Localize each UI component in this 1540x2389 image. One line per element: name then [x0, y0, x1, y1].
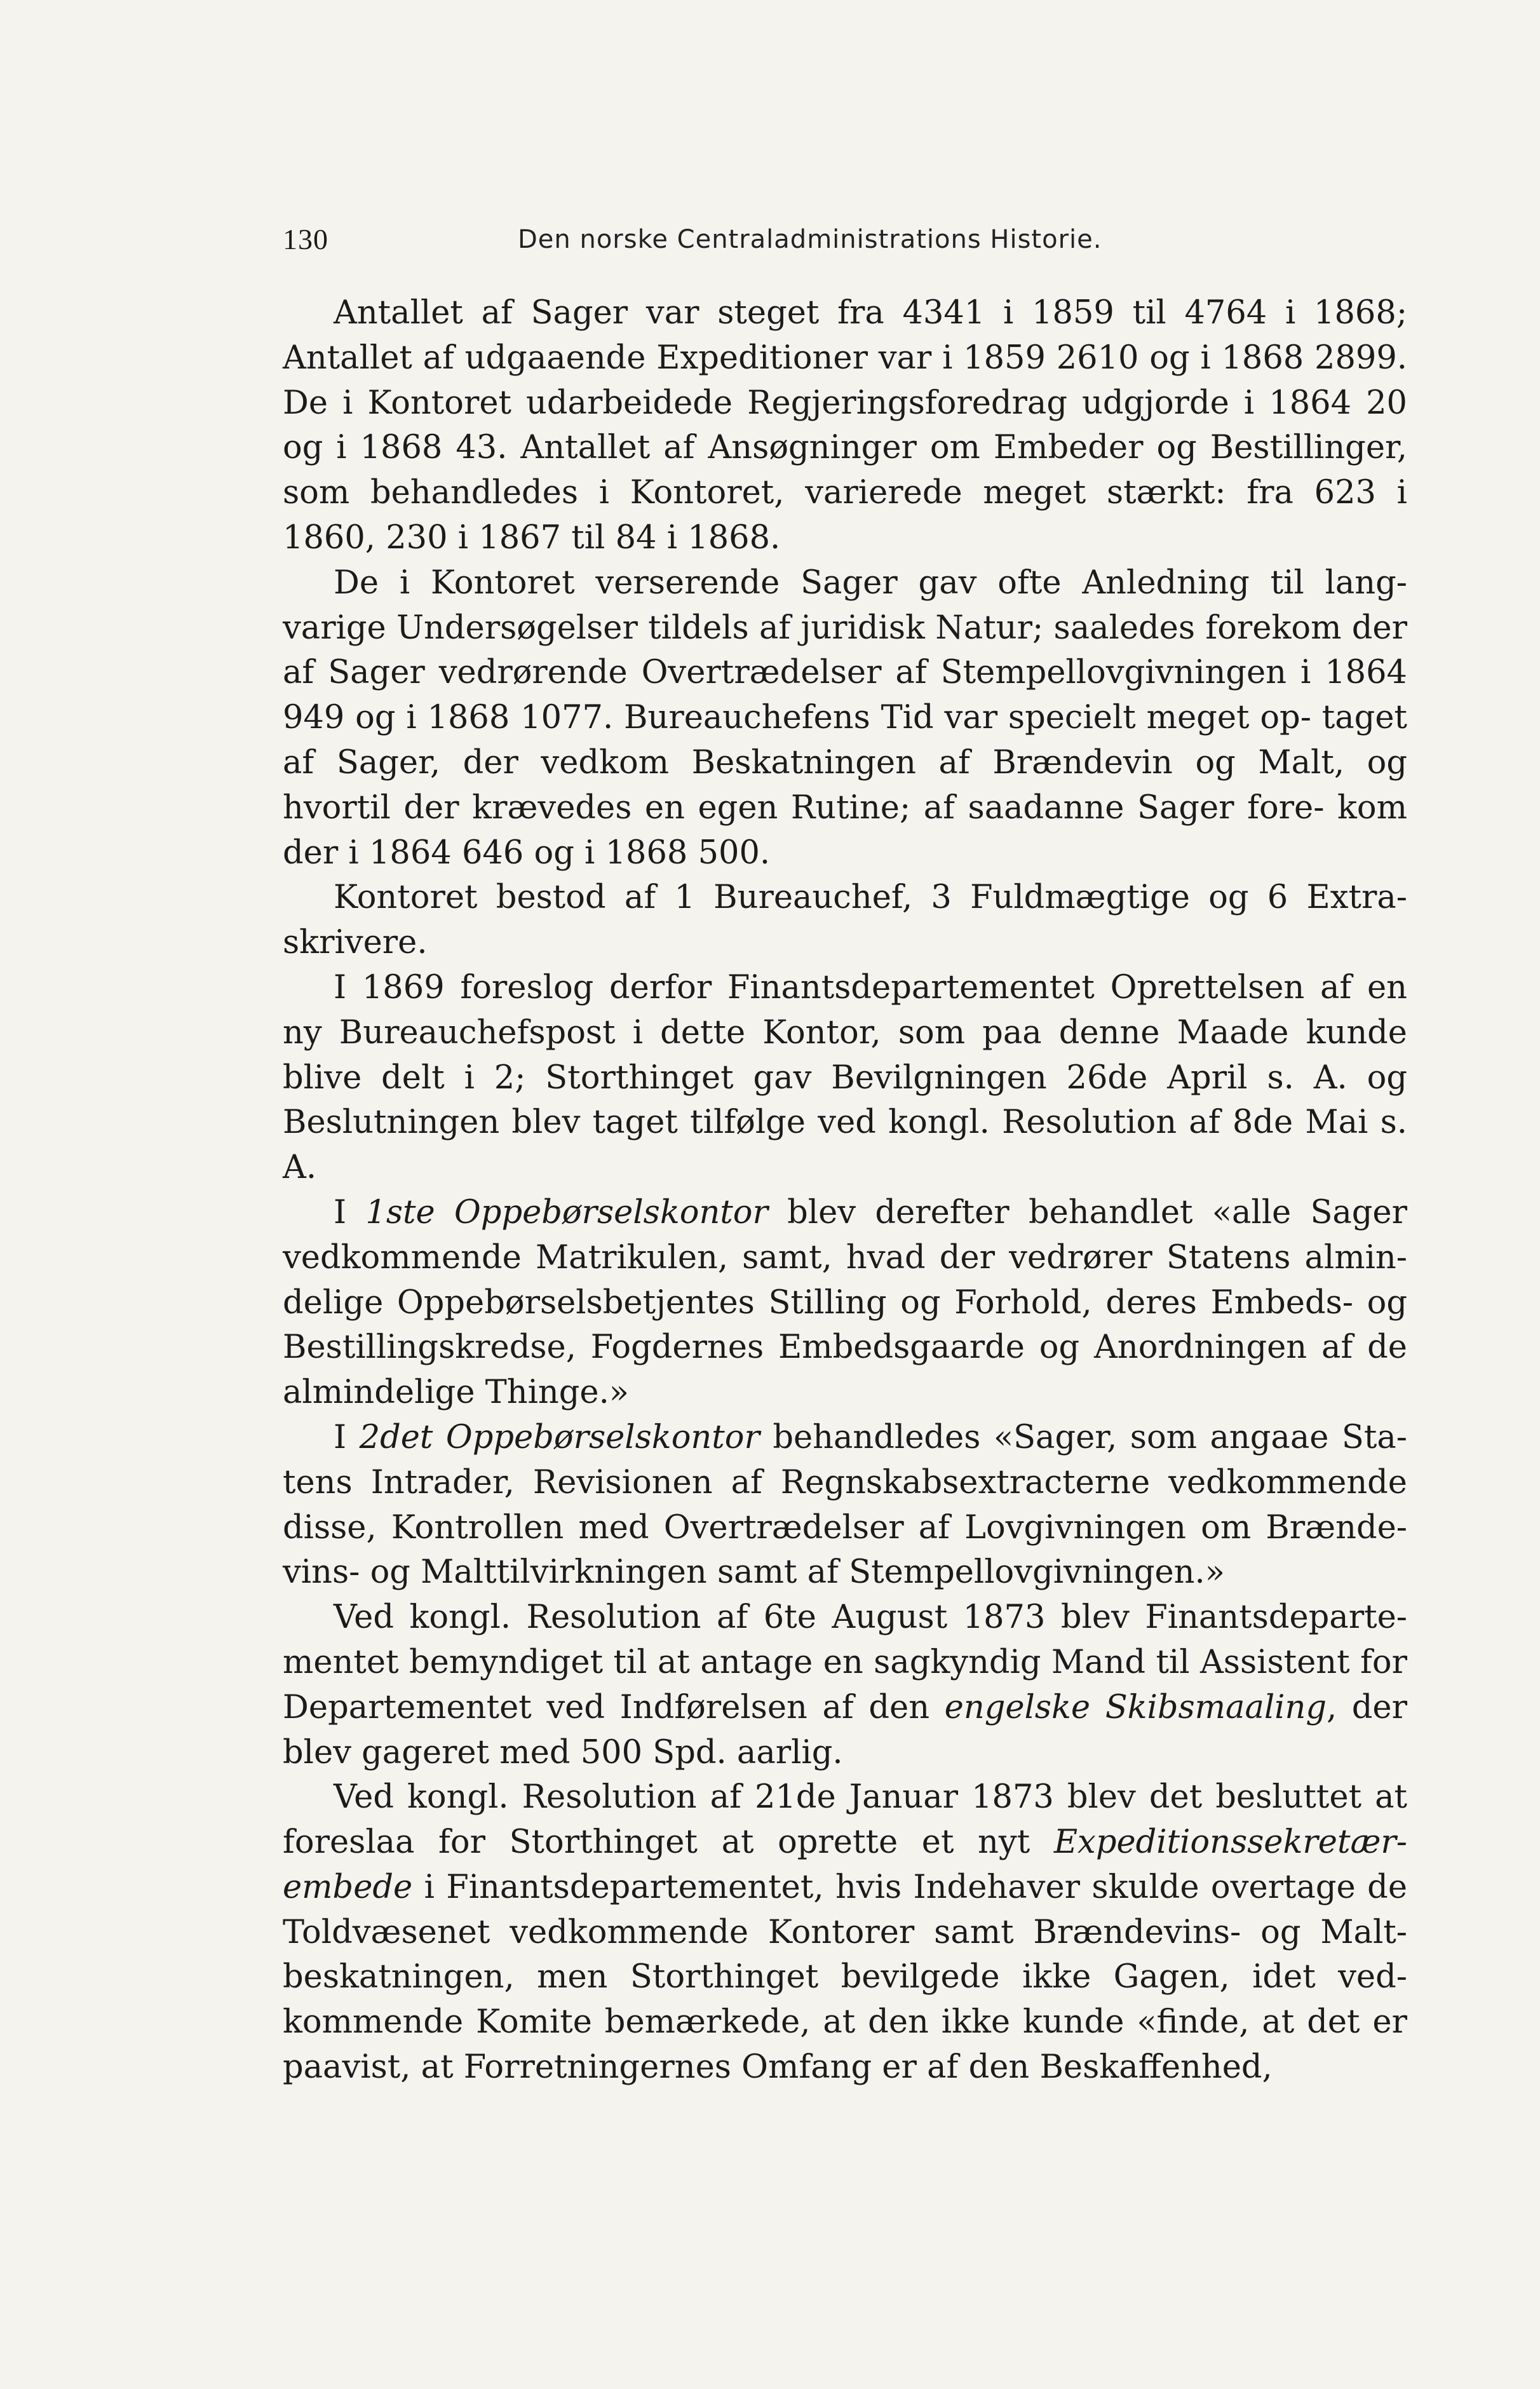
paragraph-staff [283, 876, 1407, 966]
paragraph-statistics [283, 291, 1407, 561]
page-number: 130 [283, 223, 328, 255]
office-name-italic: 1ste Oppebørselskontor [365, 1193, 768, 1231]
paragraph-text: De i Kontoret verserende Sager gav ofte Anledning til lang- varige Undersøgelser tildels af juridisk Natur; saaledes forekom der af Sager vedrørende Overtrædelser af Stempellovgivningen i 1864 949 og i 1868 1077. Bureauchefens Tid var specielt meget op- taget af Sager, der vedkom Beskatningen af Brændevin og Malt, og hvortil der krævedes en egen Rutine; af saadanne Sager fore- kom der i 1864 646 og i 1868 500. [283, 564, 1407, 872]
paragraph-first-office [283, 1191, 1407, 1416]
paragraph-text: i Finantsdepartementet, hvis Indehaver skulde overtage de Toldvæsenet vedkommende Kontorer samt Brændevins- og Malt- beskatningen, men Storthinget bevilgede ikke Gagen, idet ved- kommende Komite bemærkede, at den ikke kunde «finde, at det er paavist, at Forretningernes Omfang er af den Beskaffenhed, [283, 1868, 1407, 2087]
paragraph-text: Ved kongl. Resolution af 21de Januar 1873 blev det besluttet at foreslaa for Storthinget at oprette et nyt [283, 1778, 1407, 1862]
running-title: Den norske Centraladministrations Historie. [518, 225, 1102, 254]
paragraph-secretary [283, 1775, 1407, 2090]
paragraph-investigations [283, 561, 1407, 876]
office-name-italic: 2det Oppebørselskontor [359, 1418, 760, 1456]
paragraph-second-office [283, 1416, 1407, 1595]
paragraph-text: I [334, 1193, 366, 1231]
paragraph-text: Ved kongl. Resolution af 6te August 1873 blev Finantsdeparte- mentet bemyndiget til at antage en sagkyndig Mand til Assistent for Departementet ved Indførelsen af den [283, 1599, 1407, 1726]
term-italic: Expeditionssekretær- embede [283, 1824, 1407, 1906]
paragraph-text: , der blev gageret med 500 Spd. aarlig. [283, 1688, 1407, 1771]
paragraph-text: I [334, 1418, 360, 1456]
body-text [283, 291, 1407, 2090]
paragraph-text: I 1869 foreslog derfor Finantsdepartementet Oprettelsen af en ny Bureauchefspost i dette Kontor, som paa denne Maade kunde blive delt i 2; Storthinget gav Bevilgningen 26de April s. A. og Beslutningen blev taget tilfølge ved kongl. Resolution af 8de Mai s. A. [283, 968, 1407, 1187]
page-header [283, 222, 1407, 267]
paragraph-text: blev derefter behandlet «alle Sager vedkommende Matrikulen, samt, hvad der vedrører Statens almin- delige Oppebørselsbetjentes Stilling og Forhold, deres Embeds- og Bestillingskredse, Fogdernes Embedsgaarde og Anordningen af de almindelige Thinge.» [283, 1193, 1407, 1412]
paragraph-text: Kontoret bestod af 1 Bureauchef, 3 Fuldmægtige og 6 Extra- skrivere. [283, 879, 1407, 962]
paragraph-1869-proposal [283, 966, 1407, 1191]
paragraph-assistant [283, 1595, 1407, 1775]
term-italic: engelske Skibsmaaling [944, 1688, 1327, 1726]
paragraph-text: Antallet af Sager var steget fra 4341 i 1859 til 4764 i 1868; Antallet af udgaaende Expeditioner var i 1859 2610 og i 1868 2899. De i Kontoret udarbeidede Regjeringsforedrag udgjorde i 1864 20 og i 1868 43. Antallet af Ansøgninger om Embeder og Bestillinger, som behandledes i Kontoret, varierede meget stærkt: fra 623 i 1860, 230 i 1867 til 84 i 1868. [283, 294, 1407, 557]
paragraph-text: behandledes «Sager, som angaae Sta- tens Intrader, Revisionen af Regnskabsextracterne vedkommende disse, Kontrollen med Overtrædelser af Lovgivningen om Brænde- vins- og Malttilvirkningen samt af Stempellovgivningen.» [283, 1418, 1407, 1592]
